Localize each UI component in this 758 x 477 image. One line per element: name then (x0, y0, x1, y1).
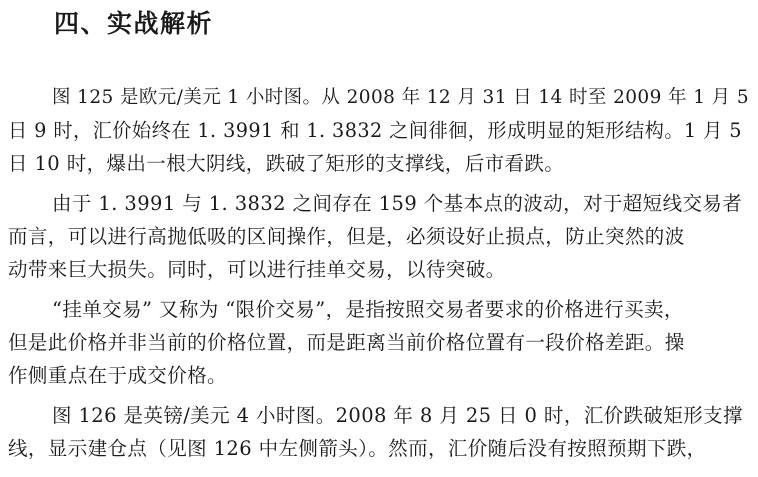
paragraph-2-line-3: 动带来巨大损失。同时，可以进行挂单交易，以待突破。 (8, 258, 506, 281)
paragraph-3-line-2: 但是此价格并非当前的价格位置，而是距离当前价格位置有一段价格差距。操 (8, 331, 685, 354)
paragraph-3-line-3: 作侧重点在于成交价格。 (8, 364, 227, 387)
paragraph-2-line-2: 而言，可以进行高抛低吸的区间操作，但是，必须设好止损点，防止突然的波 (8, 225, 685, 248)
paragraph-2-line-1: 由于 1. 3991 与 1. 3832 之间存在 159 个基本点的波动，对于超短线交易者 (52, 192, 743, 215)
paragraph-1-line-2: 日 9 时，汇价始终在 1. 3991 和 1. 3832 之间徘徊，形成明显的矩形结构。1 月 5 (8, 119, 742, 142)
paragraph-3-line-1: “挂单交易” 又称为 “限价交易”，是指按照交易者要求的价格进行买卖， (52, 298, 684, 321)
paragraph-4-line-2: 线，显示建仓点（见图 126 中左侧箭头）。然而，汇价随后没有按照预期下跌， (8, 437, 707, 460)
paragraph-1-line-1: 图 125 是欧元/美元 1 小时图。从 2008 年 12 月 31 日 14 时至 2009 年 1 月 5 (52, 87, 750, 108)
section-heading: 四、实战解析 (54, 9, 214, 38)
paragraph-1-line-3: 日 10 时，爆出一根大阴线，跌破了矩形的支撑线，后市看跌。 (8, 152, 565, 175)
paragraph-4-line-1: 图 126 是英镑/美元 4 小时图。2008 年 8 月 25 日 0 时，汇价跌破矩形支撑 (52, 404, 743, 427)
